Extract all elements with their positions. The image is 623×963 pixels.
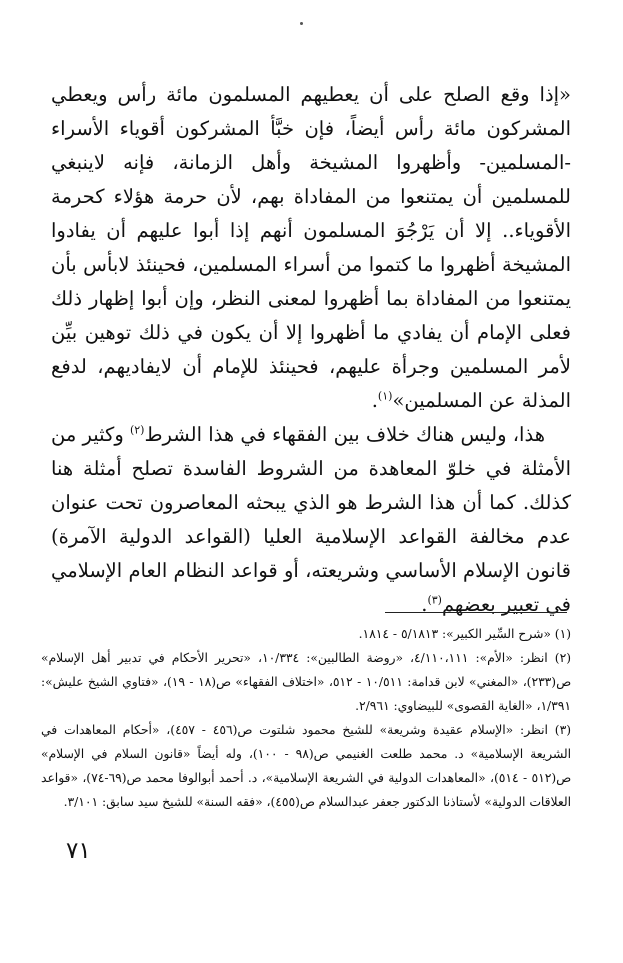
paragraph-1-tail: . xyxy=(371,389,378,412)
page-number: ٧١ xyxy=(66,838,91,864)
footnote-2: (٢) انظر: «الأم»: ٤/١١٠،١١١، «روضة الطالبين»: ١٠/٣٣٤، «تحرير الأحكام في تدبير أهل الإسلام» ص(٢٣٣)، «المغني» لابن قدامة: ١٠/٥١١ - ٥١٢، «اختلاف الفقهاء» ص(١٨ - ١٩)، «فتاوي الشيخ عليش»: ١/٣٩١، «الغاية القصوى» للبيضاوي: ٢/٩٦١. xyxy=(41,651,571,713)
footnote-3: (٣) انظر: «الإسلام عقيدة وشريعة» للشيخ محمود شلتوت ص(٤٥٦ - ٤٥٧)، «أحكام المعاهدات في الشريعة الإسلامية» د. محمد طلعت الغنيمي ص(٩٨ - ١٠٠)، وله أيضاً «قانون السلام في الإسلام» ص(٥١٢ - ٥١٤)، «المعاهدات الدولية في الشريعة الإسلامية»، د. أحمد أبوالوفا محمد ص(٦٩-٧٤)، «قواعد العلاقات الدولية» لأستاذنا الدكتور جعفر عبدالسلام ص(٤٥٥)، «فقه السنة» للشيخ سيد سابق: ٣/١٠١. xyxy=(41,723,571,809)
paragraph-2-text: هذا، وليس هناك خلاف بين الفقهاء في هذا الشرط xyxy=(144,423,545,446)
paragraph-1-text: «إذا وقع الصلح على أن يعطيهم المسلمون مائة رأس ويعطي المشركون مائة رأس أيضاً، فإن خبَّأ المشركون أقوياء الأسراء -المسلمين- وأظهروا المشيخة وأهل الزمانة، فإنه لاينبغي للمسلمين أن يمتنعوا من المفاداة بهم، لأن حرمة هؤلاء كحرمة الأقوياء.. إلا أن يَرْجُوَ المسلمون أنهم إذا أبوا عليهم أن يفادوا المشيخة أظهروا ما كتموا من أسراء المسلمين، فحينئذ لابأس بأن يمتنعوا من المفاداة بما أظهروا لمعنى النظر، وإن أبوا إظهار ذلك فعلى الإمام أن يفادي ما أظهروا إلا أن يكون في ذلك توهين بيِّن لأمر المسلمين وجرأة عليهم، فحينئذ للإمام أن لايفاديهم، لدفع المذلة عن المسلمين» xyxy=(51,83,571,412)
footnote-ref-1: (١) xyxy=(377,389,393,403)
top-dot-mark xyxy=(300,22,303,25)
paragraph-2-tail: . xyxy=(421,593,428,616)
footnote-ref-2: (٢) xyxy=(129,423,145,437)
main-text xyxy=(51,78,571,622)
paragraph-1 xyxy=(51,78,571,418)
paragraph-2 xyxy=(51,418,571,622)
paragraph-2-middle: وكثير من الأمثلة في خلوّ المعاهدة من الشروط الفاسدة تصلح أمثلة هنا كذلك. كما أن هذا الشرط هو الذي يبحثه المعاصرون تحت عنوان عدم مخالفة القواعد الإسلامية العليا (القواعد الدولية الآمرة) قانون الإسلام الأساسي وشريعته، أو قواعد النظام العام الإسلامي في تعبير بعضهم xyxy=(51,423,571,616)
footnotes xyxy=(41,622,571,814)
footnote-separator xyxy=(385,612,567,613)
footnote-ref-3: (٣) xyxy=(427,593,442,607)
footnote-1: (١) «شرح السِّير الكبير»: ٥/١٨١٣ - ١٨١٤. xyxy=(358,627,571,641)
